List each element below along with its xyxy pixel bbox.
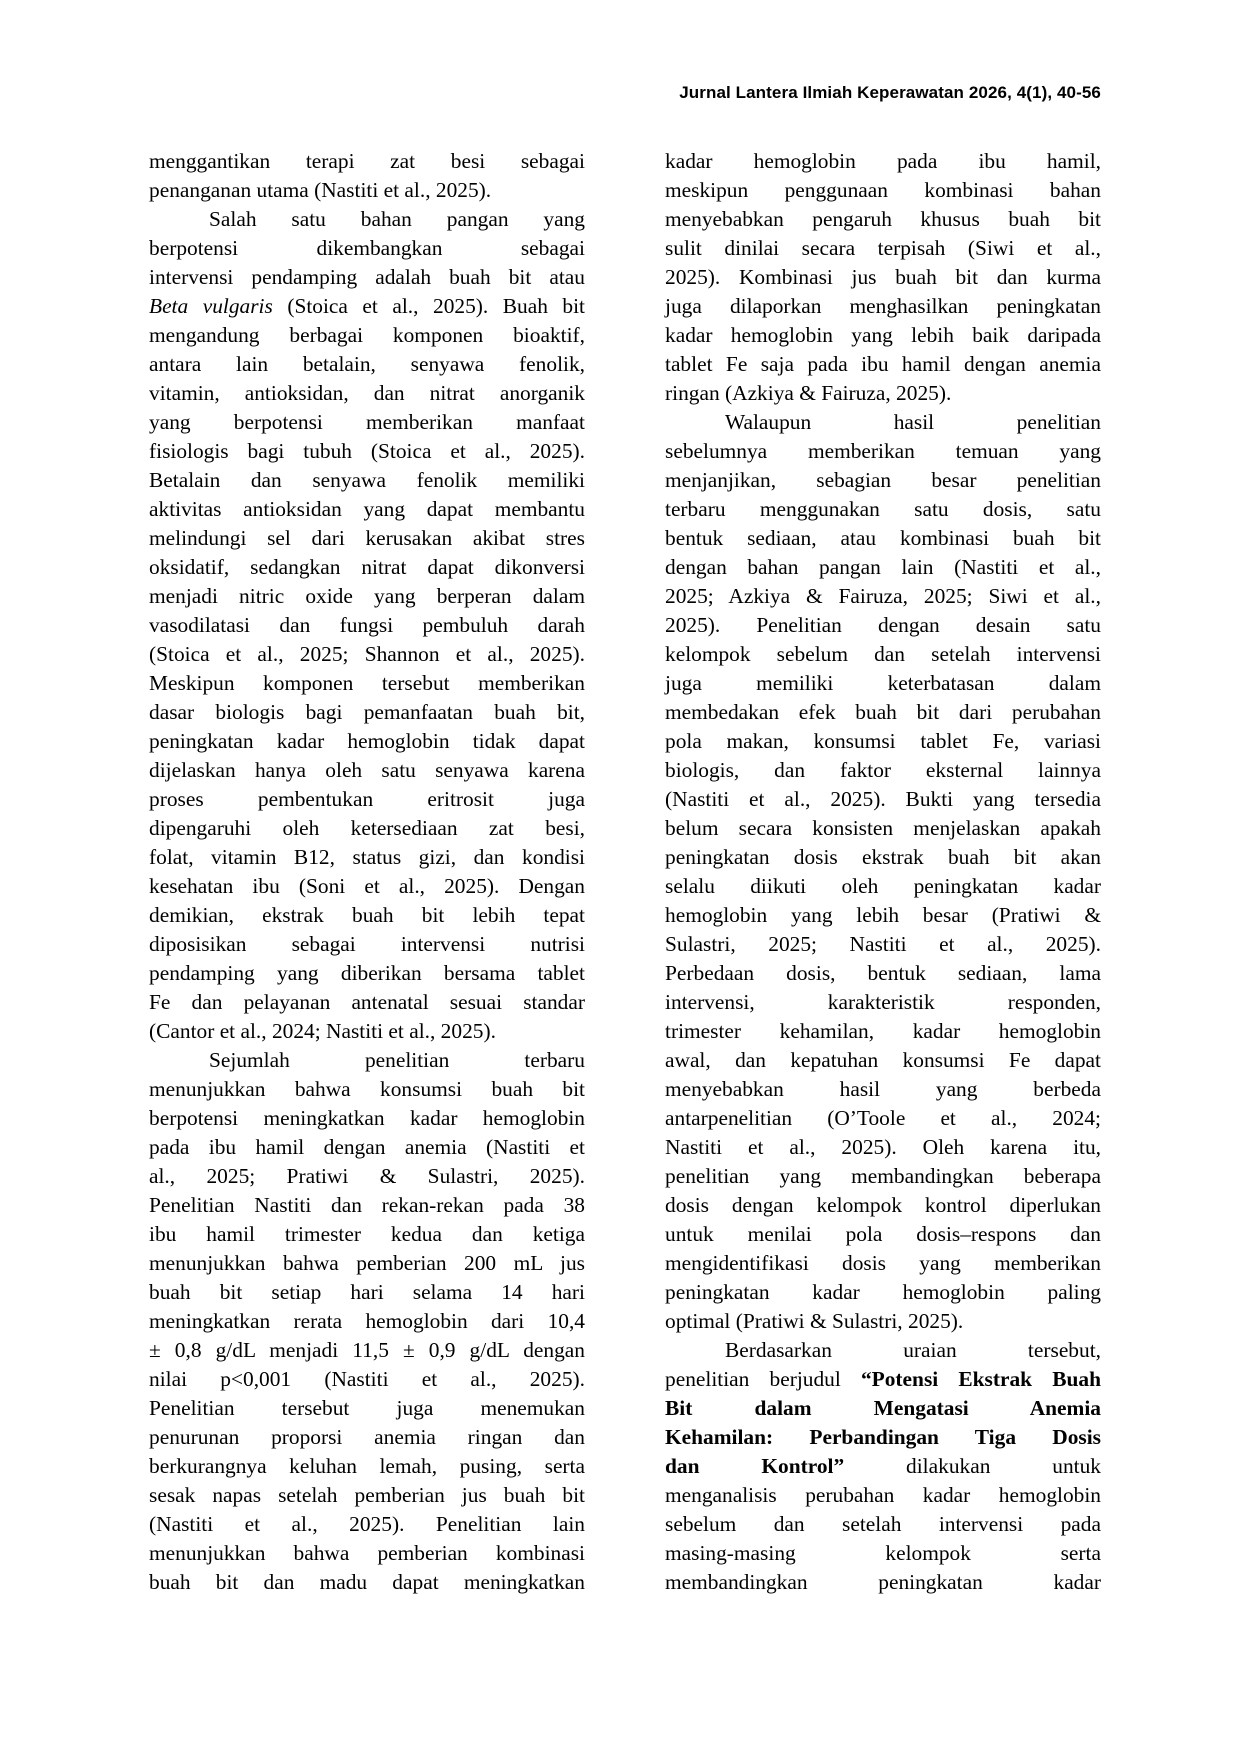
text-line xyxy=(665,698,1101,727)
text-line xyxy=(149,1336,585,1365)
text-line xyxy=(149,234,585,263)
text-line xyxy=(149,350,585,379)
text-segment: menunjukkan bahwa pemberian kombinasi xyxy=(149,1541,585,1565)
text-line xyxy=(665,1104,1101,1133)
text-line xyxy=(149,669,585,698)
text-line xyxy=(149,524,585,553)
text-line xyxy=(149,930,585,959)
text-line xyxy=(665,1249,1101,1278)
text-line xyxy=(665,785,1101,814)
text-line xyxy=(149,1249,585,1278)
text-segment: dasar biologis bagi pemanfaatan buah bit, xyxy=(149,700,585,724)
text-line xyxy=(149,582,585,611)
text-segment: folat, vitamin B12, status gizi, dan kondisi xyxy=(149,845,585,869)
text-line xyxy=(665,1481,1101,1510)
text-line xyxy=(149,1017,585,1046)
text-line xyxy=(665,1394,1101,1423)
text-segment: mengidentifikasi dosis yang memberikan xyxy=(665,1251,1101,1275)
text-line xyxy=(665,495,1101,524)
text-segment: ibu hamil trimester kedua dan ketiga xyxy=(149,1222,585,1246)
text-segment: membandingkan peningkatan kadar xyxy=(665,1570,1101,1594)
text-segment: menganalisis perubahan kadar hemoglobin xyxy=(665,1483,1101,1507)
text-line xyxy=(665,727,1101,756)
text-segment: nilai p<0,001 (Nastiti et al., 2025). xyxy=(149,1367,585,1391)
text-segment: Sejumlah penelitian terbaru xyxy=(209,1048,585,1072)
text-segment: menyebabkan pengaruh khusus buah bit xyxy=(665,207,1101,231)
text-line xyxy=(149,1452,585,1481)
text-line xyxy=(665,321,1101,350)
text-line xyxy=(149,640,585,669)
text-line xyxy=(665,1365,1101,1394)
text-segment: Perbedaan dosis, bentuk sediaan, lama xyxy=(665,961,1101,985)
text-line xyxy=(665,1452,1101,1481)
text-segment: buah bit setiap hari selama 14 hari xyxy=(149,1280,585,1304)
text-segment: Fe dan pelayanan antenatal sesuai standar xyxy=(149,990,585,1014)
text-line xyxy=(665,147,1101,176)
text-segment: awal, dan kepatuhan konsumsi Fe dapat xyxy=(665,1048,1101,1072)
text-segment: kelompok sebelum dan setelah intervensi xyxy=(665,642,1101,666)
text-segment: melindungi sel dari kerusakan akibat stres xyxy=(149,526,585,550)
paragraph-first-line xyxy=(665,408,1101,437)
text-line xyxy=(149,901,585,930)
text-line xyxy=(149,321,585,350)
text-line xyxy=(665,379,1101,408)
text-line xyxy=(665,843,1101,872)
text-line xyxy=(149,1510,585,1539)
text-line xyxy=(665,756,1101,785)
text-segment: hemoglobin yang lebih besar (Pratiwi & xyxy=(665,903,1101,927)
text-segment: menjadi nitric oxide yang berperan dalam xyxy=(149,584,585,608)
text-segment: menggantikan terapi zat besi sebagai xyxy=(149,149,585,173)
text-segment: berpotensi dikembangkan sebagai xyxy=(149,236,585,260)
text-line xyxy=(665,1191,1101,1220)
text-line xyxy=(149,1423,585,1452)
text-segment: dipengaruhi oleh ketersediaan zat besi, xyxy=(149,816,585,840)
text-segment: berpotensi meningkatkan kadar hemoglobin xyxy=(149,1106,585,1130)
text-segment: meskipun penggunaan kombinasi bahan xyxy=(665,178,1101,202)
text-segment: bentuk sediaan, atau kombinasi buah bit xyxy=(665,526,1101,550)
text-line xyxy=(665,1162,1101,1191)
text-segment: intervensi pendamping adalah buah bit atau xyxy=(149,265,585,289)
text-segment: (Cantor et al., 2024; Nastiti et al., 2025). xyxy=(149,1019,496,1043)
text-line xyxy=(665,872,1101,901)
text-segment: 2025). Kombinasi jus buah bit dan kurma xyxy=(665,265,1101,289)
text-line xyxy=(665,176,1101,205)
text-line xyxy=(149,495,585,524)
text-line xyxy=(665,1510,1101,1539)
paragraph-first-line xyxy=(149,1046,585,1075)
text-line xyxy=(665,234,1101,263)
bold-text: Kehamilan: Perbandingan Tiga Dosis xyxy=(665,1425,1101,1449)
text-segment: vasodilatasi dan fungsi pembuluh darah xyxy=(149,613,585,637)
text-line xyxy=(665,930,1101,959)
text-line xyxy=(665,1423,1101,1452)
text-segment: pada ibu hamil dengan anemia (Nastiti et xyxy=(149,1135,585,1159)
text-line xyxy=(149,1075,585,1104)
text-segment: berkurangnya keluhan lemah, pusing, serta xyxy=(149,1454,585,1478)
text-line xyxy=(665,350,1101,379)
text-segment: fisiologis bagi tubuh (Stoica et al., 2025). xyxy=(149,439,585,463)
text-segment: vitamin, antioksidan, dan nitrat anorganik xyxy=(149,381,585,405)
text-segment: sebelumnya memberikan temuan yang xyxy=(665,439,1101,463)
text-line xyxy=(665,1133,1101,1162)
text-segment: masing-masing kelompok serta xyxy=(665,1541,1101,1565)
text-line xyxy=(665,988,1101,1017)
text-line xyxy=(665,611,1101,640)
paragraph-first-line xyxy=(149,205,585,234)
text-segment: antara lain betalain, senyawa fenolik, xyxy=(149,352,585,376)
text-segment: peningkatan dosis ekstrak buah bit akan xyxy=(665,845,1101,869)
text-line xyxy=(665,1539,1101,1568)
text-segment: (Nastiti et al., 2025). Penelitian lain xyxy=(149,1512,585,1536)
text-segment: penelitian berjudul xyxy=(665,1367,861,1391)
text-segment: terbaru menggunakan satu dosis, satu xyxy=(665,497,1101,521)
text-line xyxy=(665,292,1101,321)
body-column-left xyxy=(149,147,585,1597)
text-segment: dilakukan untuk xyxy=(844,1454,1101,1478)
text-segment: 2025; Azkiya & Fairuza, 2025; Siwi et al., xyxy=(665,584,1101,608)
text-segment: selalu diikuti oleh peningkatan kadar xyxy=(665,874,1101,898)
text-line xyxy=(665,263,1101,292)
text-segment: peningkatan kadar hemoglobin paling xyxy=(665,1280,1101,1304)
text-segment: 2025). Penelitian dengan desain satu xyxy=(665,613,1101,637)
text-segment: oksidatif, sedangkan nitrat dapat dikonversi xyxy=(149,555,585,579)
text-line xyxy=(149,553,585,582)
text-line xyxy=(149,437,585,466)
text-segment: Walaupun hasil penelitian xyxy=(725,410,1101,434)
text-segment: membedakan efek buah bit dari perubahan xyxy=(665,700,1101,724)
text-line xyxy=(149,1278,585,1307)
text-segment: belum secara konsisten menjelaskan apakah xyxy=(665,816,1101,840)
text-line xyxy=(149,785,585,814)
text-segment: peningkatan kadar hemoglobin tidak dapat xyxy=(149,729,585,753)
text-line xyxy=(149,1220,585,1249)
text-segment: juga dilaporkan menghasilkan peningkatan xyxy=(665,294,1101,318)
text-line xyxy=(665,524,1101,553)
text-segment: antarpenelitian (O’Toole et al., 2024; xyxy=(665,1106,1101,1130)
text-line xyxy=(665,1568,1101,1597)
text-segment: menjanjikan, sebagian besar penelitian xyxy=(665,468,1101,492)
text-line xyxy=(149,1133,585,1162)
text-line xyxy=(149,814,585,843)
text-segment: (Nastiti et al., 2025). Bukti yang tersedia xyxy=(665,787,1101,811)
text-segment: ± 0,8 g/dL menjadi 11,5 ± 0,9 g/dL dengan xyxy=(149,1338,585,1362)
text-segment: biologis, dan faktor eksternal lainnya xyxy=(665,758,1101,782)
text-line xyxy=(149,176,585,205)
text-segment: trimester kehamilan, kadar hemoglobin xyxy=(665,1019,1101,1043)
italic-text: Beta vulgaris xyxy=(149,294,273,318)
text-line xyxy=(665,466,1101,495)
text-segment: menunjukkan bahwa konsumsi buah bit xyxy=(149,1077,585,1101)
text-line xyxy=(149,1568,585,1597)
text-line xyxy=(665,959,1101,988)
text-segment: diposisikan sebagai intervensi nutrisi xyxy=(149,932,585,956)
text-segment: al., 2025; Pratiwi & Sulastri, 2025). xyxy=(149,1164,585,1188)
text-line xyxy=(149,1307,585,1336)
text-line xyxy=(665,437,1101,466)
text-segment: penelitian yang membandingkan beberapa xyxy=(665,1164,1101,1188)
text-line xyxy=(149,698,585,727)
text-segment: pendamping yang diberikan bersama tablet xyxy=(149,961,585,985)
text-line xyxy=(665,582,1101,611)
text-segment: buah bit dan madu dapat meningkatkan xyxy=(149,1570,585,1594)
text-line xyxy=(665,901,1101,930)
paragraph-first-line xyxy=(665,1336,1101,1365)
text-segment: Penelitian tersebut juga menemukan xyxy=(149,1396,585,1420)
text-segment: tablet Fe saja pada ibu hamil dengan anemia xyxy=(665,352,1101,376)
text-line xyxy=(665,1017,1101,1046)
text-segment: sulit dinilai secara terpisah (Siwi et al., xyxy=(665,236,1101,260)
text-segment: untuk menilai pola dosis–respons dan xyxy=(665,1222,1101,1246)
text-line xyxy=(149,988,585,1017)
text-line xyxy=(149,408,585,437)
text-segment: Sulastri, 2025; Nastiti et al., 2025). xyxy=(665,932,1101,956)
text-line xyxy=(149,1539,585,1568)
text-segment: Berdasarkan uraian tersebut, xyxy=(725,1338,1101,1362)
text-line xyxy=(149,611,585,640)
text-segment: Nastiti et al., 2025). Oleh karena itu, xyxy=(665,1135,1101,1159)
text-segment: intervensi, karakteristik responden, xyxy=(665,990,1101,1014)
text-line xyxy=(149,1191,585,1220)
text-segment: dengan bahan pangan lain (Nastiti et al., xyxy=(665,555,1101,579)
text-line xyxy=(665,1046,1101,1075)
bold-text: dan Kontrol” xyxy=(665,1454,845,1478)
text-segment: dijelaskan hanya oleh satu senyawa karena xyxy=(149,758,585,782)
text-line xyxy=(149,466,585,495)
text-line xyxy=(149,263,585,292)
text-line xyxy=(665,1075,1101,1104)
text-line xyxy=(149,379,585,408)
text-line xyxy=(665,1220,1101,1249)
text-line xyxy=(149,756,585,785)
text-segment: (Stoica et al., 2025; Shannon et al., 2025). xyxy=(149,642,585,666)
bold-text: “Potensi Ekstrak Buah xyxy=(860,1367,1101,1391)
text-segment: dosis dengan kelompok kontrol diperlukan xyxy=(665,1193,1101,1217)
text-segment: Penelitian Nastiti dan rekan-rekan pada 38 xyxy=(149,1193,585,1217)
text-segment: optimal (Pratiwi & Sulastri, 2025). xyxy=(665,1309,964,1333)
text-segment: mengandung berbagai komponen bioaktif, xyxy=(149,323,585,347)
text-segment: kesehatan ibu (Soni et al., 2025). Dengan xyxy=(149,874,585,898)
text-segment: menunjukkan bahwa pemberian 200 mL jus xyxy=(149,1251,585,1275)
text-line xyxy=(665,1278,1101,1307)
text-segment: penanganan utama (Nastiti et al., 2025). xyxy=(149,178,492,202)
text-line xyxy=(149,1481,585,1510)
text-line xyxy=(149,959,585,988)
text-line xyxy=(665,814,1101,843)
text-segment: penurunan proporsi anemia ringan dan xyxy=(149,1425,585,1449)
text-segment: juga memiliki keterbatasan dalam xyxy=(665,671,1101,695)
text-segment: Betalain dan senyawa fenolik memiliki xyxy=(149,468,585,492)
text-segment: meningkatkan rerata hemoglobin dari 10,4 xyxy=(149,1309,585,1333)
bold-text: Bit dalam Mengatasi Anemia xyxy=(665,1396,1101,1420)
text-segment: (Stoica et al., 2025). Buah bit xyxy=(272,294,585,318)
text-segment: demikian, ekstrak buah bit lebih tepat xyxy=(149,903,585,927)
text-line xyxy=(149,1365,585,1394)
text-line xyxy=(149,292,585,321)
text-line xyxy=(149,843,585,872)
text-segment: proses pembentukan eritrosit juga xyxy=(149,787,585,811)
text-line xyxy=(149,872,585,901)
text-line xyxy=(149,1394,585,1423)
text-segment: sebelum dan setelah intervensi pada xyxy=(665,1512,1101,1536)
body-column-right xyxy=(665,147,1101,1597)
text-line xyxy=(149,147,585,176)
text-line xyxy=(149,727,585,756)
text-segment: Salah satu bahan pangan yang xyxy=(209,207,585,231)
text-line xyxy=(149,1104,585,1133)
text-line xyxy=(665,205,1101,234)
text-segment: yang berpotensi memberikan manfaat xyxy=(149,410,585,434)
text-segment: aktivitas antioksidan yang dapat membantu xyxy=(149,497,585,521)
text-line xyxy=(665,640,1101,669)
text-segment: menyebabkan hasil yang berbeda xyxy=(665,1077,1101,1101)
text-line xyxy=(665,553,1101,582)
text-line xyxy=(665,669,1101,698)
text-segment: ringan (Azkiya & Fairuza, 2025). xyxy=(665,381,952,405)
text-segment: Meskipun komponen tersebut memberikan xyxy=(149,671,585,695)
text-segment: kadar hemoglobin yang lebih baik daripada xyxy=(665,323,1101,347)
text-line xyxy=(149,1162,585,1191)
text-segment: pola makan, konsumsi tablet Fe, variasi xyxy=(665,729,1101,753)
text-segment: sesak napas setelah pemberian jus buah bit xyxy=(149,1483,585,1507)
text-line xyxy=(665,1307,1101,1336)
text-segment: kadar hemoglobin pada ibu hamil, xyxy=(665,149,1101,173)
running-header: Jurnal Lantera Ilmiah Keperawatan 2026, 4(1), 40-56 xyxy=(679,83,1101,102)
